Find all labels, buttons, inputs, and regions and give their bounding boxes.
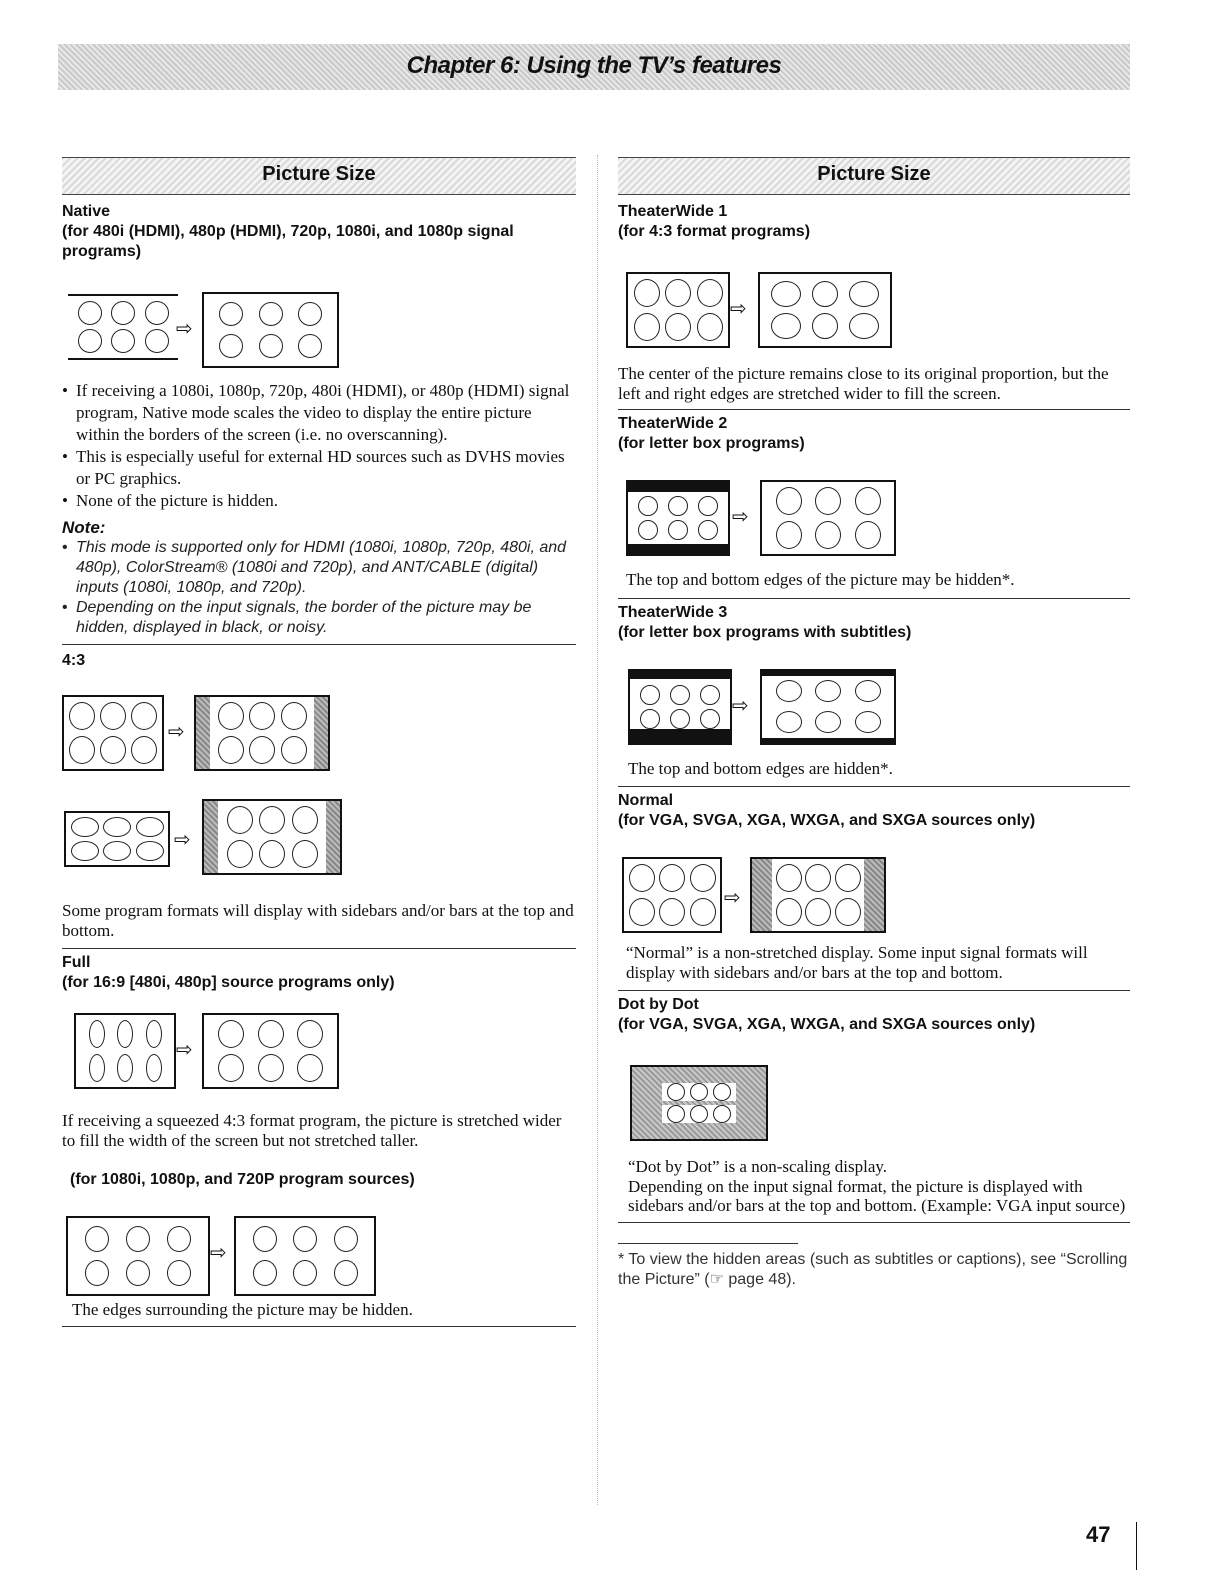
normal-subtitle: (for VGA, SVGA, XGA, WXGA, and SXGA sources only) [618, 812, 1036, 829]
divider [618, 409, 1130, 410]
divider [618, 1222, 1130, 1223]
chapter-title: Chapter 6: Using the TV’s features [406, 52, 782, 79]
native-bullets [62, 380, 576, 512]
four-three-text: Some program formats will display with sidebars and/or bars at the top and bottom. [62, 901, 574, 940]
source-screen [68, 294, 178, 360]
result-screen [202, 799, 342, 875]
tw1-text: The center of the picture remains close to its original proportion, but the left and right edges are stretched wider to fill the screen. [618, 364, 1109, 403]
section-header-title: Picture Size [817, 163, 931, 185]
section-header [618, 157, 1130, 195]
result-screen [760, 669, 896, 745]
note-list [62, 538, 576, 638]
arrow-icon: ⇨ [176, 1037, 193, 1061]
arrow-icon: ⇨ [168, 719, 185, 743]
chapter-banner [58, 44, 1130, 90]
theaterwide2-section [618, 414, 1130, 454]
arrow-icon: ⇨ [210, 1240, 227, 1264]
divider [62, 948, 576, 949]
full-section [62, 953, 576, 993]
list-item: • Depending on the input signals, the border of the picture may be hidden, displayed in black, or noisy. [62, 598, 576, 638]
divider [618, 786, 1130, 787]
full-text-2: The edges surrounding the picture may be hidden. [72, 1300, 413, 1319]
result-screen [234, 1216, 376, 1296]
section-header [62, 157, 576, 195]
full-title: Full [62, 954, 91, 971]
native-subtitle: (for 480i (HDMI), 480p (HDMI), 720p, 1080i, and 1080p signal programs) [62, 223, 514, 260]
left-column [62, 157, 576, 1327]
list-item: • None of the picture is hidden. [62, 490, 576, 512]
divider [62, 1326, 576, 1327]
tw3-subtitle: (for letter box programs with subtitles) [618, 623, 912, 641]
source-screen [626, 480, 730, 556]
source-screen [628, 669, 732, 745]
tw2-diagram [618, 454, 1130, 570]
tw3-title: TheaterWide 3 [618, 603, 728, 621]
dot-diagram [618, 1035, 1130, 1157]
list-item: • This mode is supported only for HDMI (1080i, 1080p, 720p, 480i, and 480p), ColorStream® (1080i and 720p), and ANT/CABLE (digital) inputs (1080i, 1080p, and 720p). [62, 538, 576, 598]
theaterwide1-section [618, 202, 1130, 242]
native-diagram [62, 262, 576, 370]
divider [618, 598, 1130, 599]
source-screen [74, 1013, 176, 1089]
tw3-diagram [618, 643, 1130, 759]
divider [62, 644, 576, 645]
tw2-title: TheaterWide 2 [618, 415, 728, 432]
normal-text: “Normal” is a non-stretched display. Some input signal formats will display with sidebars and/or bars at the top and bottom. [626, 943, 1088, 982]
source-screen [62, 695, 164, 771]
divider [618, 990, 1130, 991]
dot-title: Dot by Dot [618, 996, 699, 1013]
source-screen [66, 1216, 210, 1296]
tw2-text: The top and bottom edges of the picture may be hidden*. [626, 570, 1015, 589]
normal-diagram [618, 831, 1130, 943]
footnote-rule [618, 1243, 798, 1244]
result-screen [750, 857, 886, 933]
four-three-diagram [62, 671, 576, 901]
full-hd-diagram [62, 1190, 576, 1300]
native-title: Native [62, 203, 111, 220]
tw1-diagram [618, 242, 1130, 360]
column-divider [597, 155, 598, 1505]
dot-text-1: “Dot by Dot” is a non-scaling display. [628, 1157, 888, 1176]
page-number: 47 [1086, 1522, 1111, 1547]
theaterwide3-section [618, 603, 1130, 643]
list-item: • This is especially useful for external HD sources such as DVHS movies or PC graphics. [62, 446, 576, 490]
page-rule [1136, 1522, 1137, 1570]
result-screen [202, 1013, 339, 1089]
source-screen [626, 272, 730, 348]
arrow-icon: ⇨ [730, 296, 747, 320]
full-subtitle: (for 16:9 [480i, 480p] source programs only) [62, 974, 395, 991]
full-text: If receiving a squeezed 4:3 format program, the picture is stretched wider to fill the width of the screen but not stretched taller. [62, 1111, 562, 1150]
native-section [62, 202, 576, 262]
full-diagram [62, 993, 576, 1111]
arrow-icon: ⇨ [176, 316, 193, 340]
result-screen [194, 695, 330, 771]
four-three-section [62, 651, 576, 671]
arrow-icon: ⇨ [174, 827, 191, 851]
tw1-title: TheaterWide 1 [618, 203, 728, 220]
normal-section [618, 791, 1130, 831]
arrow-icon: ⇨ [732, 504, 749, 528]
result-screen [758, 272, 892, 348]
normal-title: Normal [618, 792, 674, 809]
right-column [618, 157, 1130, 1290]
full-subtitle-2: (for 1080i, 1080p, and 720P program sources) [70, 1171, 415, 1188]
dot-text-2: Depending on the input signal format, the picture is displayed with sidebars and/or bars at the top and bottom. (Example: VGA input source) [628, 1176, 1126, 1215]
result-screen [760, 480, 896, 556]
four-three-title: 4:3 [62, 652, 86, 669]
result-screen [202, 292, 339, 368]
dot-subtitle: (for VGA, SVGA, XGA, WXGA, and SXGA sources only) [618, 1016, 1036, 1033]
note-label: Note: [62, 518, 106, 537]
arrow-icon: ⇨ [724, 885, 741, 909]
dot-section [618, 995, 1130, 1035]
source-screen [622, 857, 722, 933]
footnote: * To view the hidden areas (such as subtitles or captions), see “Scrolling the Picture” (☞ page 48). [618, 1250, 1128, 1288]
tw3-text: The top and bottom edges are hidden*. [628, 758, 893, 778]
list-item: • If receiving a 1080i, 1080p, 720p, 480i (HDMI), or 480p (HDMI) signal program, Native mode scales the video to display the entire picture within the borders of the screen (i.e. no overscanning). [62, 380, 576, 446]
tw2-subtitle: (for letter box programs) [618, 435, 805, 452]
source-screen-letterbox [64, 811, 170, 867]
tw1-subtitle: (for 4:3 format programs) [618, 223, 811, 240]
section-header-title: Picture Size [262, 163, 376, 185]
arrow-icon: ⇨ [732, 692, 749, 717]
result-screen [630, 1065, 768, 1141]
